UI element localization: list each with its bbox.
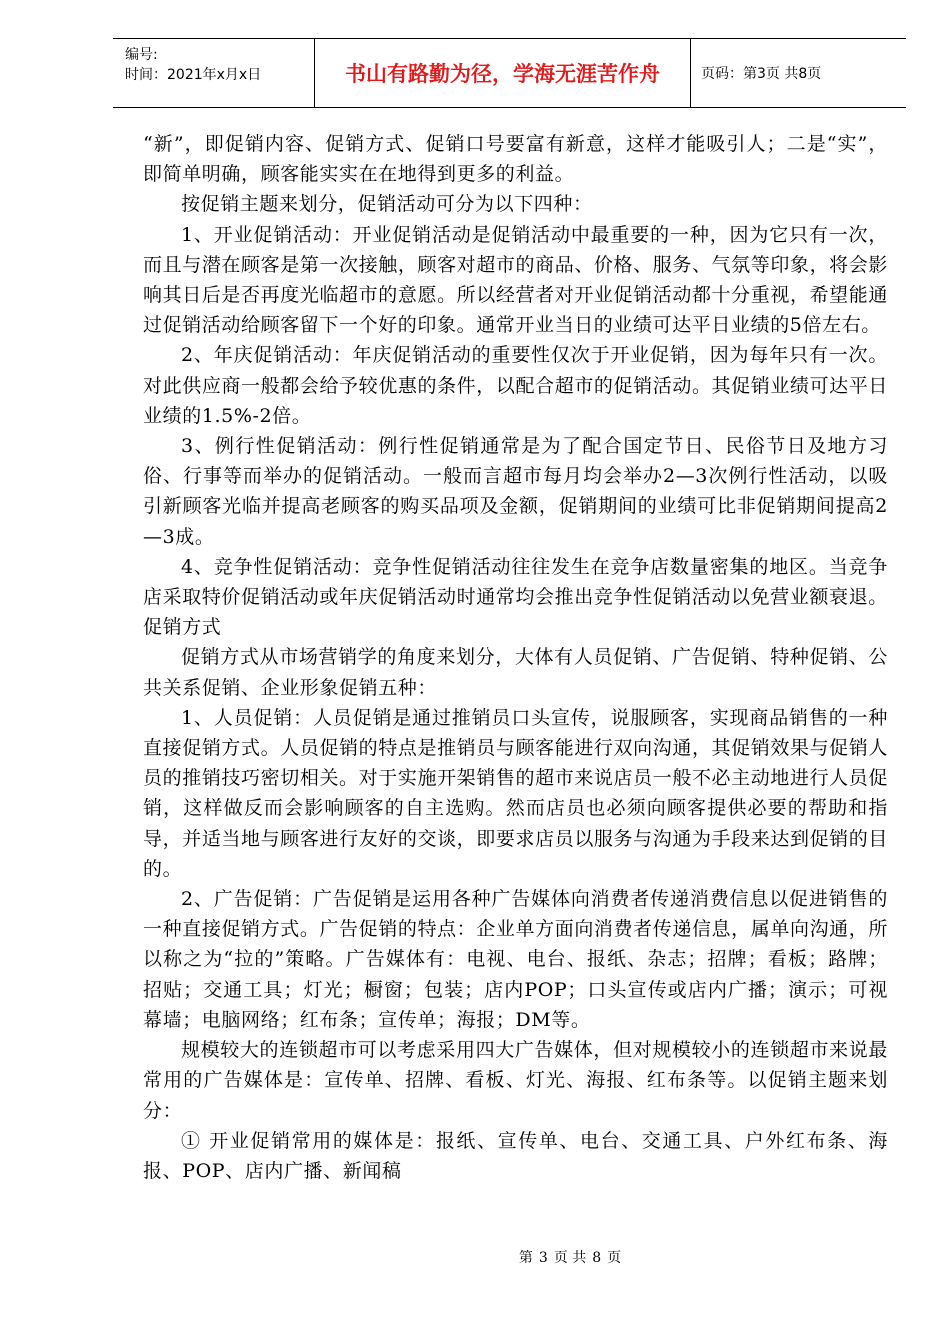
paragraph: 2、年庆促销活动：年庆促销活动的重要性仅次于开业促销，因为每年只有一次。对此供应商一般都会给予较优惠的条件，以配合超市的促销活动。其促销业绩可达平日业绩的1.5%-2倍。: [143, 344, 888, 427]
paragraph: ① 开业促销常用的媒体是：报纸、宣传单、电台、交通工具、户外红布条、海报、POP、店内广播、新闻稿: [143, 1129, 888, 1182]
document-number-label: 编号:: [125, 47, 158, 63]
paragraph: 1、开业促销活动：开业促销活动是促销活动中最重要的一种，因为它只有一次，而且与潜在顾客是第一次接触，顾客对超市的商品、价格、服务、气氛等印象，将会影响其日后是否再度光临超市的意愿。所以经营者对开业促销活动都十分重视，希望能通过促销活动给顾客留下一个好的印象。通常开业当日的业绩可达平日业绩的5倍左右。: [143, 223, 888, 337]
document-body: [143, 129, 888, 1186]
paragraph: 1、人员促销：人员促销是通过推销员口头宣传，说服顾客，实现商品销售的一种直接促销方式。人员促销的特点是推销员与顾客能进行双向沟通，其促销效果与促销人员的推销技巧密切相关。对于实施开架销售的超市来说店员一般不必主动地进行人员促销，这样做反而会影响顾客的自主选购。然而店员也必须向顾客提供必要的帮助和指导，并适当地与顾客进行友好的交谈，即要求店员以服务与沟通为手段来达到促销的目的。: [143, 706, 888, 880]
paragraph: 4、竞争性促销活动：竞争性促销活动往往发生在竞争店数量密集的地区。当竞争店采取特价促销活动或年庆促销活动时通常均会推出竞争性促销活动以免营业额衰退。: [143, 555, 888, 609]
paragraph: 规模较大的连锁超市可以考虑采用四大广告媒体，但对规模较小的连锁超市来说最常用的广告媒体是：宣传单、招牌、看板、灯光、海报、红布条等。以促销主题来划分：: [143, 1039, 888, 1122]
paragraph: 按促销主题来划分，促销活动可分为以下四种：: [181, 193, 593, 216]
section-heading: 促销方式: [143, 616, 222, 639]
document-time-label: 时间：2021年x月x日: [125, 67, 262, 83]
page-header: [113, 38, 906, 108]
footer-prefix: 第: [518, 1250, 533, 1266]
footer-current-page: 3: [538, 1250, 548, 1266]
paragraph: 2、广告促销：广告促销是运用各种广告媒体向消费者传递消费信息以促进销售的一种直接促销方式。广告促销的特点：企业单方面向消费者传递信息，属单向沟通，所以称之为“拉的”策略。广告媒体有：电视、电台、报纸、杂志；招牌；看板；路牌；招贴；交通工具；灯光；橱窗；包装；店内POP；口头宣传或店内广播；演示；可视幕墙；电脑网络；红布条；宣传单；海报；DM等。: [143, 888, 888, 1031]
paragraph: 3、例行性促销活动：例行性促销通常是为了配合国定节日、民俗节日及地方习俗、行事等而举办的促销活动。一般而言超市每月均会举办2—3次例行性活动，以吸引新顾客光临并提高老顾客的购买品项及金额，促销期间的业绩可比非促销期间提高2—3成。: [143, 435, 888, 548]
header-meta: [113, 39, 315, 107]
footer-mid: 页 共: [553, 1250, 587, 1266]
page-footer: [0, 1247, 950, 1267]
footer-total-pages: 8: [592, 1250, 602, 1266]
header-motto: 书山有路勤为径，学海无涯苦作舟: [315, 39, 691, 107]
footer-suffix: 页: [607, 1250, 622, 1266]
paragraph: “新”，即促销内容、促销方式、促销口号要富有新意，这样才能吸引人；二是“实”，即简单明确，顾客能实实在在地得到更多的利益。: [143, 133, 888, 186]
paragraph: 促销方式从市场营销学的角度来划分，大体有人员促销、广告促销、特种促销、公共关系促销、企业形象促销五种：: [143, 646, 888, 699]
header-page-info: 页码：第3页 共8页: [701, 66, 822, 82]
